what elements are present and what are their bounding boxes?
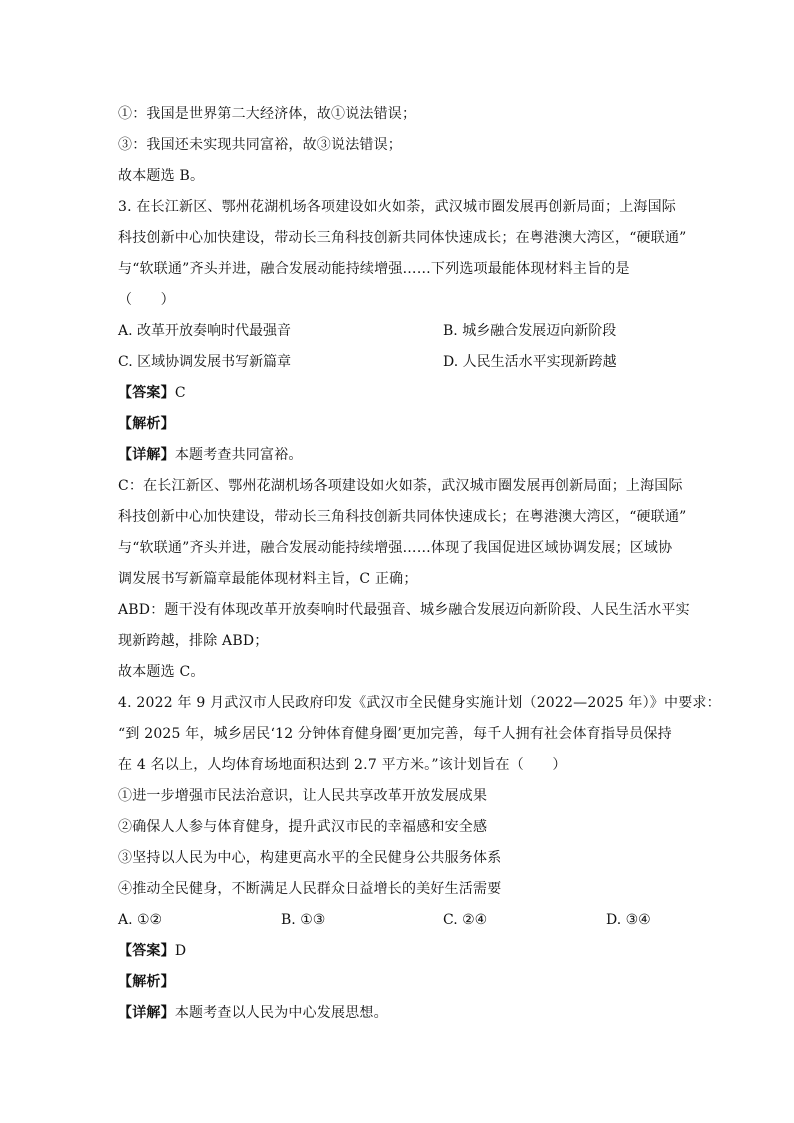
- explanation-line: 与“软联通”齐头并进，融合发展动能持续增强……体现了我国促进区域协调发展；区域协: [118, 540, 673, 556]
- text-line: 故本题选 B。: [118, 168, 205, 184]
- question-3-blank: （ ）: [118, 292, 175, 308]
- question-4-option-c: C. ②④: [443, 912, 488, 928]
- question-4-item: ①进一步增强市民法治意识，让人民共享改革开放发展成果: [118, 788, 488, 804]
- question-4-option-d: D. ③④: [606, 912, 651, 928]
- question-3-stem: 3. 在长江新区、鄂州花湖机场各项建设如火如荼，武汉城市圈发展再创新局面；上海国际: [118, 199, 677, 215]
- question-4-option-b: B. ①③: [281, 912, 326, 928]
- question-3-option-d: D. 人民生活水平实现新跨越: [443, 354, 617, 370]
- answer-value: C: [174, 385, 186, 401]
- question-4-item: ④推动全民健身，不断满足人民群众日益增长的美好生活需要: [118, 881, 502, 897]
- answer-value: D: [174, 943, 187, 959]
- question-3-option-b: B. 城乡融合发展迈向新阶段: [443, 323, 617, 339]
- question-3-option-c: C. 区域协调发展书写新篇章: [118, 354, 292, 370]
- explanation-line: 科技创新中心加快建设，带动长三角科技创新共同体快速成长；在粤港澳大湾区，“硬联通”: [118, 509, 687, 525]
- question-3-stem: 与“软联通”齐头并进，融合发展动能持续增强……下列选项最能体现材料主旨的是: [118, 261, 630, 277]
- explanation-line: 调发展书写新篇章最能体现材料主旨，C 正确；: [118, 571, 418, 587]
- question-3-detail: [118, 445, 303, 465]
- explanation-line: 现新跨越，排除 ABD；: [118, 633, 269, 649]
- text-line: ①：我国是世界第二大经济体，故①说法错误；: [118, 106, 417, 122]
- question-3-analysis-tag: 【解析】: [118, 416, 175, 432]
- question-4-stem: 4. 2022 年 9 月武汉市人民政府印发《武汉市全民健身实施计划（2022—2025 年）》中要求：: [118, 695, 721, 711]
- detail-text: 本题考查以人民为中心发展思想。: [174, 1005, 388, 1021]
- question-4-analysis-tag: 【解析】: [118, 974, 175, 990]
- question-3-answer: [118, 383, 186, 403]
- explanation-line: ABD：题干没有体现改革开放奏响时代最强音、城乡融合发展迈向新阶段、人民生活水平实: [118, 602, 690, 618]
- question-4-detail: [118, 1003, 388, 1023]
- detail-tag: 【详解】: [118, 447, 175, 463]
- question-4-item: ③坚持以人民为中心，构建更高水平的全民健身公共服务体系: [118, 850, 502, 866]
- explanation-line: 故本题选 C。: [118, 664, 205, 680]
- answer-tag: 【答案】: [118, 385, 175, 401]
- question-4-option-a: A. ①②: [118, 912, 163, 928]
- question-4-answer: [118, 941, 186, 961]
- question-3-option-a: A. 改革开放奏响时代最强音: [118, 323, 292, 339]
- question-4-stem: 在 4 名以上，人均体育场地面积达到 2.7 平方米。”该计划旨在（ ）: [118, 757, 567, 773]
- text-line: ③：我国还未实现共同富裕，故③说法错误；: [118, 137, 402, 153]
- question-3-stem: 科技创新中心加快建设，带动长三角科技创新共同体快速成长；在粤港澳大湾区，“硬联通”: [118, 230, 687, 246]
- detail-tag: 【详解】: [118, 1005, 175, 1021]
- explanation-line: C：在长江新区、鄂州花湖机场各项建设如火如荼，武汉城市圈发展再创新局面；上海国际: [118, 478, 683, 494]
- detail-text: 本题考查共同富裕。: [174, 447, 303, 463]
- question-4-stem: “到 2025 年，城乡居民‘12 分钟体育健身圈’更加完善，每千人拥有社会体育指导员保持: [118, 726, 672, 742]
- question-4-item: ②确保人人参与体育健身，提升武汉市民的幸福感和安全感: [118, 819, 488, 835]
- answer-tag: 【答案】: [118, 943, 175, 959]
